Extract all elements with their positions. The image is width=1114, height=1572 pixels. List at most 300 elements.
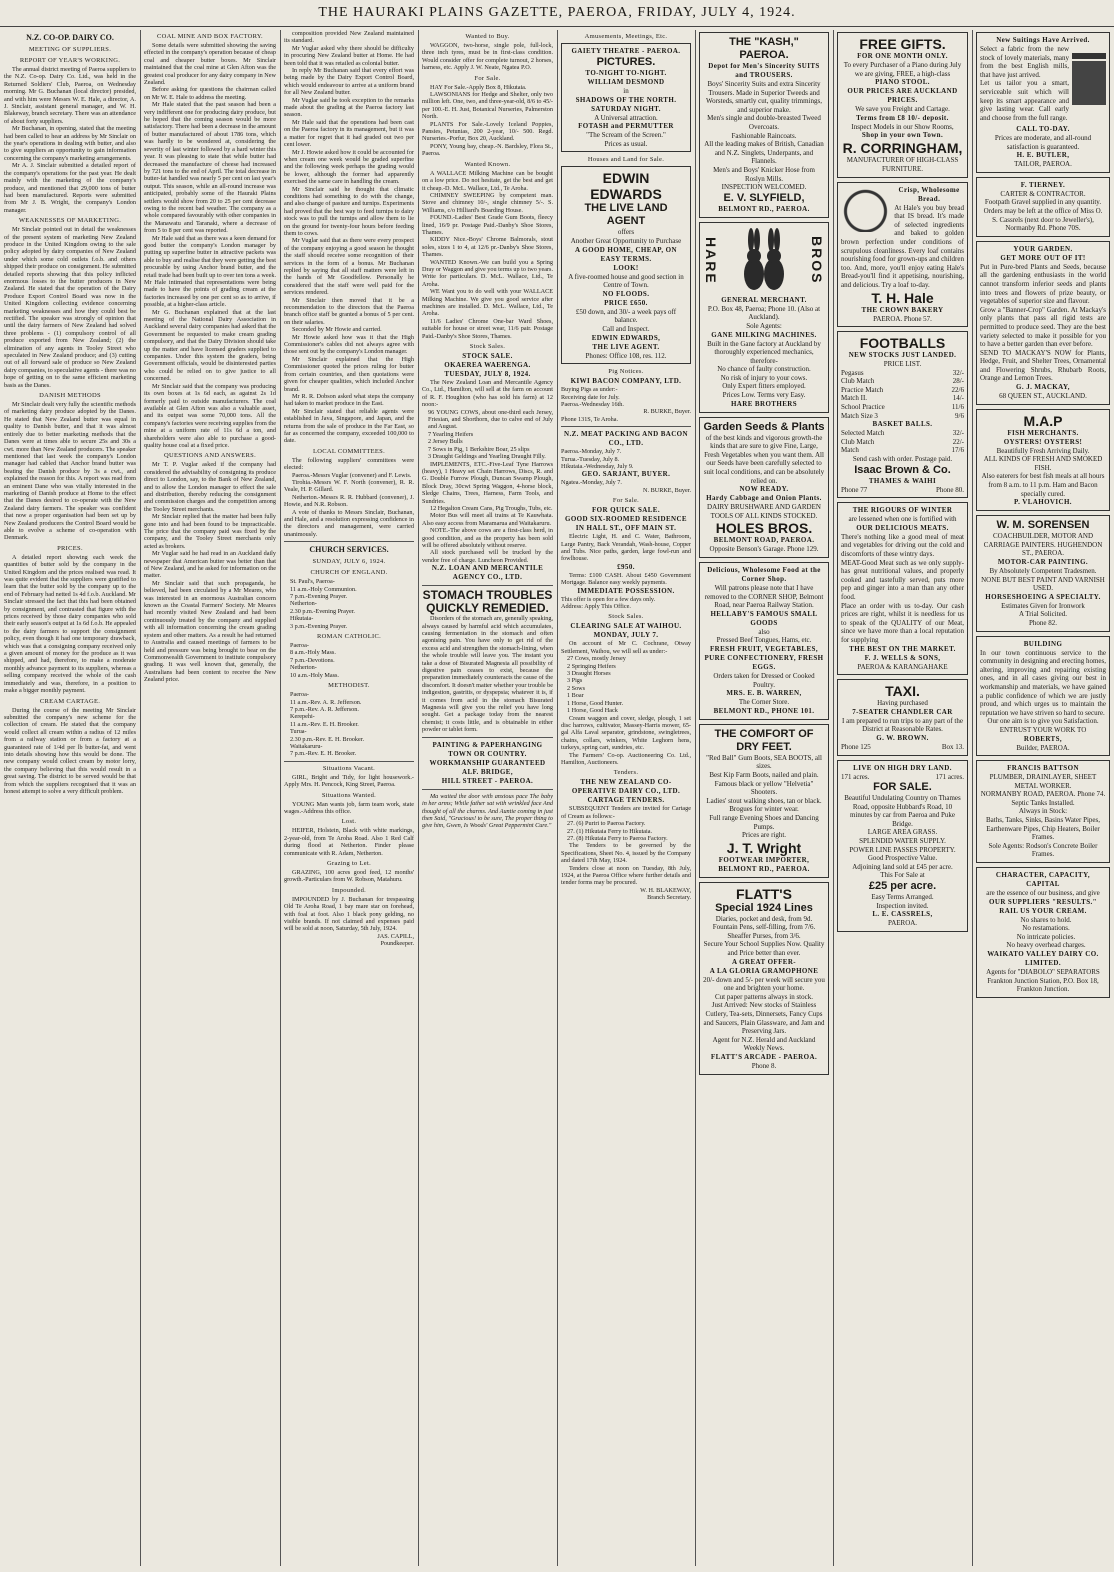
- ad-line: "The Scream of the Screen.": [586, 131, 666, 140]
- section-heading: CREAM CARTAGE.: [39, 697, 101, 705]
- paragraph: Mr R. R. Dobson asked what steps the company had taken to market produce in the East.: [284, 392, 414, 408]
- ad-line: SPLENDID WATER SUPPLY.: [859, 837, 946, 846]
- list-item: 2.30 p.m.-Evening Prayer.: [290, 607, 355, 615]
- ad-body: Place an order with us to-day. Our cash prices are right, whilst it is needless for us to speak of the QUALITY of our Meat, since we have more than a local reputation for supplying: [841, 601, 964, 644]
- ad-body: Cream waggon and cover, sledge, plough, 1 set disc harrows, cultivator, Massey-Harris mower, 65-gal Alfa Laval separator, grindstone, swingletrees, chains, collars, winkers, White Leghorn hens, turkeys, spring cart, sundries, etc.: [561, 714, 691, 752]
- paragraph: The New Zealand Loan and Mercantile Agency Co., Ltd., Hamilton, will sell at the farm on account of R. F. Houghton (who has sold his farm) at 12 noon:-: [422, 379, 553, 409]
- ad-line: Phone 8.: [751, 1062, 777, 1070]
- ad-line: FISH MERCHANTS.: [1007, 428, 1079, 437]
- ad-headline: Delicious, Wholesome Food at the Corner Shop.: [707, 566, 821, 583]
- price-row: [841, 386, 964, 395]
- ad-line: OUR SUPPLIERS "RESULTS.": [989, 897, 1097, 906]
- paragraph: Mr A. J. Sinclair submitted a detailed report of the company's operations for the past year. He dealt mainly with the marketing of the company's produce, and mentioned that 29,000 tons of butter had been manufactured. Reports were submitted from Mr J. B. Wright, the company's London manager.: [4, 162, 136, 214]
- ad-headline: KIWI BACON COMPANY, LTD.: [570, 377, 682, 386]
- butler-tailor-ad: [976, 32, 1110, 173]
- price-row: [841, 412, 964, 421]
- ad-line: Famous black or yellow "Helvetia" Shooters.: [714, 779, 814, 797]
- fish-merchant-ad: [976, 409, 1110, 512]
- classified-ad: GIRL, Bright and Tidy, for light housework.-Apply Mrs. H. Pencock, King Street, Paeroa.: [284, 773, 414, 789]
- ad-headline: HARE: [703, 236, 719, 285]
- ad-line: Phone 131S, Te Aroha.: [561, 415, 619, 423]
- price-row: [841, 403, 964, 412]
- ad-line: No chance of faulty construction.: [717, 365, 811, 374]
- ad-line: Shop in your own Town.: [861, 131, 944, 140]
- wells-butcher-ad: [837, 502, 968, 675]
- ad-headline: R. CORRINGHAM,: [842, 140, 963, 157]
- classified-heading: Tenders.: [613, 769, 639, 777]
- ad-line: Send cash with order. Postage paid.: [852, 455, 953, 464]
- ad-line: Inspect Models in our Show Rooms,: [851, 122, 954, 131]
- section-heading: CHURCH SERVICES.: [309, 545, 389, 555]
- phone-number: Phone 80.: [936, 485, 964, 494]
- ad-line: WAIKATO VALLEY DAIRY CO. LIMITED.: [987, 950, 1099, 967]
- ad-headline: W. M. SORENSEN: [996, 519, 1090, 532]
- list-item: 2 Sows: [567, 684, 586, 692]
- ad-line: MOTOR-CAR PAINTING.: [997, 558, 1089, 566]
- ad-line: Only Expert fitters employed.: [722, 382, 806, 391]
- ad-body: Put in Pure-bred Plants and Seeds, because all the gardening enthusiasts in the world cannot transform inferior seeds and plants into trees and flowers of prize beauty, or vegetables of superior size and flavour.: [980, 262, 1106, 306]
- ad-headline: THE NEW ZEALAND CO-OPERATIVE DAIRY CO., LTD.: [571, 778, 681, 796]
- item-price: 32/-: [952, 368, 964, 377]
- ad-body: Select a fabric from the new stock of lovely materials, many from the best English mills, that have just arrived.: [980, 45, 1069, 79]
- ad-line: N. BURKE, Buyer.: [643, 486, 691, 494]
- article-subheading: MEETING OF SUPPLIERS.: [28, 46, 112, 53]
- ad-line: PRICE LIST.: [883, 360, 922, 369]
- ad-line: Agents for "DIABOLO" SEPARATORS: [986, 968, 1100, 976]
- ad-line: Beautiful Undulating Country on Thames Road, opposite Hubbard's Road, 10 minutes by car from Paeroa and Puke Bridge.: [844, 794, 961, 828]
- item-name: Practice Match: [841, 385, 884, 394]
- ad-line: MONDAY, JULY 7.: [593, 631, 659, 640]
- ad-body: Grow a "Banner-Crop" Garden. At Mackay's only plants that pass all rigid tests are permitted to produce seed. They are the best variety selected to make it possible for you to have a better garden than ever before.: [980, 305, 1106, 349]
- ad-line: P. VLAHOVICH.: [1014, 498, 1072, 507]
- list-item: Netherton-: [290, 664, 317, 672]
- classified-heading: Amusements, Meetings, Etc.: [584, 33, 668, 40]
- ad-line: Paeroa.-Wednesday 16th.: [561, 400, 624, 408]
- paragraph: NOTE.-The above cows are a first-class herd, in good condition, and as the property has been sold will be offered absolutely without reserve.: [422, 527, 553, 549]
- service-list: [284, 578, 414, 630]
- ad-headline: TAXI.: [885, 683, 920, 700]
- sale-place: OKAEREA WAERENGA.: [444, 361, 531, 370]
- paragraph: Seconded by Mr Howie and carried.: [292, 326, 382, 334]
- classified-ad: IMPOUNDED by J. Buchanan for trespassing Old Te Aroha Road, 1 bay mare star on forehead, with foal at foot. Also 1 black pony gelding, no visible brands. If not claimed and expenses paid will be sold at noon, Saturday, 5th July, 1924.: [284, 895, 414, 933]
- ad-line: NONE BUT BEST PAINT AND VARNISH USED.: [981, 575, 1105, 593]
- ad-line: Prices Low. Terms very Easy.: [722, 391, 806, 400]
- item-name: Club Match: [841, 437, 875, 446]
- column-rule: [695, 30, 696, 1566]
- item-price: 22/6: [951, 385, 964, 394]
- ad-line: E. V. SLYFIELD,: [723, 191, 805, 204]
- list-item: 1 Boar: [567, 692, 584, 700]
- ad-line: Turua.-Tuesday, July 8.: [561, 455, 620, 463]
- paragraph: Mr J. Howie asked how it could be accounted for when cream one week would be graded superfine and the following week perhaps the grading would be lower, although the former had apparently exercised the same care in handling the cream.: [284, 148, 414, 186]
- service-list: [284, 642, 414, 679]
- ad-line: CARTAGE TENDERS.: [587, 796, 665, 805]
- ad-line: We save you Freight and Cartage.: [855, 105, 950, 114]
- ad-body: The Tenders to be governed by the Specifications, Sheet No. 4, issued by the Company and dated 17th May, 1924.: [561, 842, 691, 865]
- item-price: 22/-: [952, 437, 964, 446]
- column-2: [144, 30, 276, 1566]
- ad-line: BELMONT RD., PAEROA.: [718, 204, 810, 213]
- column-5: [561, 30, 691, 1566]
- ad-line: TAILOR, PAEROA.: [1014, 160, 1072, 169]
- classified-ad: A WALLACE Milking Machine can be bought on a low price. Do not hesitate, get the best and get it cheap.-D. McL. Wallace, Ltd., Te Aroha.: [422, 169, 553, 192]
- divider: [422, 737, 553, 738]
- classified-ad: WE Want you to do well with your WALLACE Milking Machine. We give you good service after machines are installed. D. McL. Wallace, Ltd., Te Aroha.: [422, 288, 553, 318]
- ad-line: A GOOD HOME, CHEAP, ON EASY TERMS.: [575, 245, 677, 263]
- list-item: 7 Sows in Pig, 1 Berkshire Boar, 25 slips: [428, 445, 530, 453]
- ad-line: No risk of injury to your cows.: [720, 373, 808, 382]
- ad-line: "Red Ball" Gum Boots, SEA BOOTS, all sizes.: [706, 753, 822, 771]
- denomination-heading: CHURCH OF ENGLAND.: [310, 569, 388, 577]
- item-price: 32/-: [952, 429, 964, 438]
- classified-heading: For Sale.: [612, 497, 640, 505]
- section-heading: COAL MINE AND BOX FACTORY.: [157, 33, 263, 40]
- ad-line: ROBERTS,: [1023, 734, 1063, 743]
- article-heading: N.Z. CO-OP. DAIRY CO.: [26, 33, 114, 42]
- ad-line: NORMANBY ROAD, PAEROA. Phone 74.: [980, 790, 1106, 799]
- ad-line: MANUFACTURER OF HIGH-CLASS FURNITURE.: [846, 156, 959, 173]
- ad-body: Electric Light, H. and C. Water, Bathroom, Large Pantry, Back Verandah, Wash-house, Copper and Tubs. Nice paths, garden, large fowl-run and fowlhouse.: [561, 533, 691, 563]
- ad-line: SHADOWS OF THE NORTH.: [575, 95, 677, 104]
- item-name: Selected Match: [841, 429, 885, 438]
- theatre-name: GAIETY THEATRE - PAEROA.: [571, 47, 681, 55]
- masthead: THE HAURAKI PLAINS GAZETTE, PAEROA, FRIDAY, JULY 4, 1924.: [0, 0, 1114, 27]
- ad-subheading: WORKMANSHIP GUARANTEED: [429, 758, 546, 767]
- stock-list: [561, 655, 691, 714]
- item-name: Match: [841, 446, 859, 455]
- section-heading: DANISH METHODS: [39, 392, 101, 400]
- sorensen-ad: [976, 515, 1110, 631]
- mackay-garden-ad: [976, 241, 1110, 405]
- ad-line: A five-roomed house and good section in Centre of Town.: [568, 272, 684, 290]
- list-item: 2 Springing Heifers: [567, 662, 616, 670]
- column-1: [4, 30, 136, 1566]
- ad-line: MRS. E. B. WARREN,: [726, 689, 802, 698]
- ad-line: THE CROWN BAKERY: [861, 305, 944, 314]
- ad-line: Fashionable Raincoats.: [731, 131, 797, 140]
- classified-ad: CHIMNEY SWEEPING by competent man. Stove and chimney 10/-, single chimney 5/-. S. Williams, c/o Hilliard's Boarding House.: [422, 191, 553, 214]
- ad-line: I am prepared to run trips to any part of the District at Reasonable Rates.: [842, 716, 963, 734]
- ad-line: Orders may be left at the office of Miss O. S. Cassrels (next door to Jeweller's), Normanby Rd. Phone 70S.: [983, 206, 1103, 233]
- denomination-heading: ROMAN CATHOLIC.: [316, 633, 382, 641]
- denomination-heading: METHODIST.: [328, 682, 370, 690]
- ad-line: THE BEST ON THE MARKET.: [849, 644, 956, 653]
- ad-subheading: FOR ONE MONTH ONLY.: [857, 52, 948, 60]
- phone-number: Phone 77: [841, 485, 868, 494]
- ad-line: RAIL US YOUR CREAM.: [999, 906, 1087, 915]
- ad-line: of the best kinds and vigorous growth-the kinds that are sure to give Fine, Large, Fresh Vegetables when you want them. All our Seeds have been carefully selected to suit local conditions, and can be absolutely relied on.: [703, 433, 825, 485]
- ad-line: PRICE £650.: [604, 298, 648, 307]
- ad-line: OYSTERS! OYSTERS!: [1003, 437, 1083, 446]
- list-item: 7 p.m.-Devotions.: [290, 656, 335, 664]
- ad-line: FRESH FRUIT, VEGETABLES, PURE CONFECTIONERY, FRESH EGGS.: [704, 644, 824, 671]
- acreage: 171 acres.: [841, 772, 870, 781]
- item-price: 11/6: [951, 403, 964, 412]
- ad-line: GOOD SIX-ROOMED RESIDENCE: [564, 515, 687, 524]
- paragraph: In reply Mr Buchanan said that every effort was being made by the Dairy Export Control Board, which would endeavour to arrive at a uniform brand for all New Zealand butter.: [284, 67, 414, 97]
- section-heading: REPORT OF YEAR'S WORKING.: [19, 57, 121, 64]
- ad-line: BELMONT ROAD, PAEROA.: [713, 536, 815, 545]
- ad-subheading: NEW STOCKS JUST LANDED.: [848, 351, 957, 360]
- ad-headline: CLEARING SALE AT WAIHOU.: [570, 622, 682, 631]
- auctioneer-name: N.Z. LOAN AND MERCANTILE AGENCY CO., LTD.: [431, 564, 544, 582]
- ad-line: £50 down, and 30/- a week pays off balance.: [575, 307, 677, 325]
- classified-heading: Stock Sales.: [608, 613, 644, 621]
- land-agent-ad: [561, 166, 691, 364]
- ad-headline: PAINTING & PAPERHANGING: [432, 740, 543, 749]
- section-heading: WEAKNESSES OF MARKETING.: [18, 217, 122, 225]
- ad-body: Terms: £100 CASH. About £450 Government Mortgage. Balance easy weekly payments.: [561, 571, 691, 587]
- paragraph: Mr Sinclair then moved that it be a recommendation to the directors that the Paeroa branch office staff be granted a bonus of 5 per cent. on their salaries.: [284, 296, 414, 326]
- list-item: 27 Cows, mostly Jersey: [567, 655, 626, 663]
- ad-line: LOOK!: [613, 263, 639, 272]
- ad-headline: M.A.P: [1023, 412, 1063, 429]
- ad-body: MEAT-Good Meat such as we only supply-has great nutritional values, and properly cooked and tastefully served, puts more pep and ginger into a man than any other food.: [841, 558, 964, 601]
- list-item: 11 a.m.-Rev. E. H. Brooker.: [290, 720, 359, 728]
- ad-line: PAEROA.: [887, 919, 918, 928]
- signature-title: Poundkeeper.: [380, 940, 414, 948]
- column-rule: [972, 30, 973, 1566]
- paragraph: Mr Sinclair said that such propaganda, he believed, had been circulated by a Mr Meares, who was interested in an enormous Australian concern known as the Coastal Farmers' Society. Mr Meares had recently visited New Zealand and had been continuously treated by the company and supplied with all information concerning the cream grading system and other matters. As a result he had returned to Australia and caused meetings of farmers to be held and pressure was being brought to bear on the Commonwealth Government to institute compulsory grading. It was well known that, generally, the Australians had been content to receive the New Zealand price.: [144, 579, 276, 684]
- ad-body: The Farmers' Co-op. Auctioneering Co. Ltd., Hamilton, Auctioneers.: [561, 751, 691, 766]
- ad-line: Call and Inspect.: [602, 324, 650, 333]
- ad-line: Brogues for winter wear.: [729, 805, 799, 814]
- ad-line: OUR PRICES ARE AUCKLAND PRICES.: [847, 87, 958, 105]
- waikato-dairy-ad: [976, 867, 1110, 998]
- ad-line: Men's single and double-breasted Tweed Overcoats.: [707, 114, 821, 131]
- kash-ad: [699, 32, 829, 218]
- ad-line: WILLIAM DESMOND: [587, 78, 665, 86]
- ad-line: Sheaffer Purses, from 3/6.: [727, 931, 801, 940]
- paragraph: Mr Hale said that as there was a keen demand for good butter the company's London manager by putting up superfine butter in attractive packets was able to buy and realise that they were getting the best procurable by using Anchor brand butter, and the retail trade had been built up to over ten tons a week. Mr Hale intimated that representations were being made to have the points of grading cream at the factories increased by one per cent so as to arrive, if possible, at a higher-class article.: [144, 234, 276, 309]
- column-rule: [557, 30, 558, 1566]
- ad-line: Our one aim is to give you Satisfaction.: [987, 717, 1099, 726]
- classified-ad: PONY, Young bay, cheap.-N. Bardsley, Flora St., Paeroa.: [422, 142, 553, 158]
- classified-heading: Situations Vacant.: [322, 764, 376, 772]
- list-item: No intricate policies.: [1016, 932, 1076, 941]
- ad-body: There's nothing like a good meal of meat and vegetables for driving out the cold and discomforts of these wintry days.: [841, 532, 964, 558]
- ad-line: IN HALL ST., OFF MAIN ST.: [575, 524, 677, 533]
- ad-line: Phones: Office 108, res. 112.: [585, 351, 667, 360]
- ad-line: HORSESHOEING A SPECIALTY.: [985, 592, 1101, 601]
- list-item: 3 Draught Geldings and Yearling Draught Filly.: [428, 453, 546, 461]
- list-item: 11 a.m.-Rev. A. R. Jefferson.: [290, 698, 362, 706]
- ad-headline: PICTURES.: [596, 56, 656, 68]
- list-item: 3 Draught Horses: [567, 670, 611, 678]
- ad-line: Beautifully Fresh Arriving Daily.: [996, 446, 1090, 455]
- ad-line: Address: Apply This Office.: [561, 603, 631, 611]
- list-item: 27. (6) Puriri to Paeroa Factory.: [567, 820, 646, 828]
- ad-line: Easy Terms Arranged.: [871, 893, 934, 902]
- ad-line: Prices as usual.: [604, 139, 648, 148]
- ad-line: Good Prospective Value.: [867, 854, 938, 863]
- ad-line: Baths, Tanks, Sinks, Basins Water Pipes, Earthenware Pipes, Chip Heaters, Boiler Frames.: [986, 816, 1100, 842]
- ad-line: G. W. BROWN.: [876, 733, 929, 742]
- price-row: [841, 377, 964, 386]
- ad-line: Full range Evening Shoes and Dancing Pumps.: [709, 813, 819, 831]
- phone-row: [841, 486, 964, 495]
- ad-line: Just Arrived: New stocks of Stainless Cutlery, Tea-sets, Dinnersets, Fancy Cups and Saucers, Plain Glassware, and Jam and Preserving Jars.: [703, 1001, 825, 1036]
- ad-body: At Hale's you buy bread that IS bread. It's made of selected ingredients and baked to golden brown perfection under conditions of scrupulous cleanliness. Every loaf contains nourishing food for grown-ups and children too. And, more, you'll enjoy eating Hale's Bread-you'll find it appetising, nourishing, and delicious. Try a loaf to-day.: [841, 203, 964, 289]
- ad-line: Frankton Junction Station, P.O. Box 18, Frankton Junction.: [987, 976, 1099, 994]
- hale-bakery-ad: [837, 182, 968, 328]
- ad-line: All the leading makes of British, Canadian and N.Z. Singlets, Underpants, and Flannels.: [704, 140, 824, 166]
- signature: W. H. BLAKEWAY,: [640, 886, 691, 894]
- list-item: 7 p.m.-Rev. A. R. Jefferson.: [290, 705, 359, 713]
- basketball-price-list: [841, 429, 964, 455]
- list-item: St. Paul's, Paeroa-: [290, 578, 335, 586]
- item-name: Club Match: [841, 377, 875, 386]
- ad-line: are the essence of our business, and give: [986, 889, 1100, 898]
- list-item: 10 a.m.-Holy Mass.: [290, 671, 339, 679]
- ad-line: PIANO STOOL.: [875, 78, 930, 87]
- ad-headline: Crisp, Wholesome Bread.: [898, 185, 960, 203]
- ad-headline: QUICKLY REMEDIED.: [426, 601, 549, 616]
- paragraph: Mr T. P. Vuglar asked if the company had considered the advisability of consigning its produce direct to London, say, to the Bank of New Zealand, and to allow the London manager to effect the sale and distribution, thereby reducing the consignment and commission charges and the competition among the Tooley Street merchants.: [144, 461, 276, 513]
- ad-line: Ladies' stout walking shoes, tan or black.: [706, 796, 822, 805]
- hare-logo-row: [703, 226, 825, 296]
- ad-headline: CHARACTER, CAPACITY, CAPITAL: [995, 871, 1091, 889]
- theatre-ad: [561, 43, 691, 152]
- item-name: School Practice: [841, 403, 885, 412]
- ad-line: Prices are moderate, and all-round satisfaction is guaranteed.: [994, 134, 1092, 151]
- paragraph: Mr Sinclair said he thought that climatic conditions had something to do with the change, and also change of pasture and turnips. Experiments had proved that the best way to feed turnips to dairy stock was to pull the turnips and allow them to lie on the ground for twenty-four hours before feeding them to cows.: [284, 185, 414, 237]
- ad-line: FOOTWEAR IMPORTER, BELMONT RD., PAEROA.: [718, 855, 810, 873]
- classified-heading: Wanted to Buy.: [465, 33, 510, 40]
- item-name: Match Size 3: [841, 411, 878, 420]
- paragraph: Paeroa.-Messrs Vuglar (convener) and F. Lewis.: [292, 471, 412, 479]
- ad-line: 7-SEATER CHANDLER CAR: [852, 707, 953, 716]
- hares-icon: [736, 226, 792, 296]
- ad-headline: N.Z. MEAT PACKING AND BACON CO., LTD.: [564, 430, 688, 448]
- ad-line: PAEROA & KARANGAHAKE: [857, 662, 948, 671]
- corringham-ad: [837, 32, 968, 178]
- classified-heading: Pig Notices.: [608, 368, 644, 376]
- section-heading: QUESTIONS AND ANSWERS.: [163, 452, 256, 460]
- ad-line: Will patrons please note that I have removed to the CORNER SHOP, Belmont Road, near Paeroa Railway Station.: [704, 584, 824, 610]
- ad-headline: LIVE ON HIGH DRY LAND.: [853, 763, 952, 772]
- column-6: [699, 30, 829, 1566]
- ad-line: Built in the Gane factory at Auckland by thoroughly experienced mechanics, therefore-: [707, 339, 821, 365]
- ad-line: Hardy Cabbage and Onion Plants.: [706, 494, 822, 503]
- date-line: SUNDAY, JULY 6, 1924.: [312, 558, 386, 566]
- paragraph: Mr Vuglar asked why there should be difficulty in procuring New Zealand butter at Home. He had been told that it was retailed as colonial butter.: [284, 44, 414, 67]
- section-heading: LOCAL COMMITTEES.: [312, 447, 386, 455]
- ad-line: are lessened when one is fortified with: [848, 515, 957, 524]
- paragraph: Mr G. Buchanan explained that at the last meeting of the National Dairy Association in Auckland several dairy companies had asked that the Government be requested to make cream grading compulsory, and that the Dairy Division should take up the matter and have licensed graders supplied to companies. Under this system the graders, being Government officials, would be disinterested parties who could be relied on to give justice to all concerned.: [144, 308, 276, 383]
- paragraph: Mr Howie asked how was it that the High Commissioner's cables did not always agree with those sent out by the company's London manager.: [284, 333, 414, 356]
- column-3: [284, 30, 414, 1566]
- ad-line: Builder, PAEROA.: [1016, 743, 1070, 752]
- ad-line: Boys' Sincerity Suits and extra Sincerity Trousers. Made in Superior Tweeds and Worsteds, smartly cut, quality trimmings, and superior make.: [706, 80, 822, 114]
- list-item: 7 Yearling Heifers: [428, 430, 474, 438]
- corner-store-ad: [699, 562, 829, 720]
- ad-line: Pressed Beef Tongues, Hams, etc.: [716, 636, 812, 645]
- verse: Ma waited the door with anxious pace The baby in her arms; While father sat with wrinkled face And thought of all the charms. And Auntie coming in just then Said, "Gracious! to be sure, The proper thing to give him, Gwen, Is Woods' Great Peppermint Cure.": [422, 792, 553, 830]
- ad-line: EDWIN EDWARDS,: [591, 333, 661, 342]
- ad-body: In our town continuous service to the community in designing and erecting homes, altering, improving and repairing existing ones, and in all cases giving our best in workmanship and materials, we have gained a public confidence of which we are justly proud, and which urges us to maintain the reputation we have striven so hard to secure.: [980, 648, 1106, 717]
- section-heading: PRICES.: [57, 544, 83, 552]
- ad-headline: Garden Seeds & Plants: [703, 420, 825, 433]
- list-item: Paeroa-: [290, 691, 309, 699]
- ad-line: Ngatea.-Monday, July 7.: [561, 479, 622, 487]
- price-row: [841, 446, 964, 455]
- ad-line: THAMES & WAIHI: [868, 476, 937, 485]
- acreage-row: [841, 773, 964, 782]
- column-8: [976, 30, 1110, 1566]
- ad-subheading: Depot for Men's Sincerity SUITS and TROUSERS.: [708, 62, 820, 79]
- ad-line: NOW READY.: [739, 485, 789, 494]
- list-item: Turua-: [290, 728, 307, 736]
- ad-body: SEND TO MACKAY'S NOW for Plants, Hedge, Fruit, and Shelter Trees, Ornamental and Flowering Shrubs, Rhubarb Roots, Orange and Lemon Trees.: [980, 348, 1106, 383]
- item-price: 14/-: [952, 394, 964, 403]
- ad-line: Hikutaia.-Wednesday, July 9.: [561, 462, 634, 470]
- holes-bros-ad: [699, 417, 829, 558]
- ad-headline: EDWIN EDWARDS: [590, 170, 662, 203]
- ad-line: BELMONT RD., PHONE 101.: [713, 706, 815, 715]
- classified-ad: GRAZING, 100 acres good feed, 12 months' growth.-Particulars from W. Robson, Matahuru.: [284, 869, 414, 884]
- ad-subheading: TOWN OR COUNTRY.: [448, 749, 527, 758]
- tierney-ad: [976, 177, 1110, 237]
- paragraph: Mr Sinclair replied that the matter had been fully gone into and had been found to be impracticable. The price that the company paid was fixed by the company, and the Tooley Street merchants only acted as brokers.: [144, 513, 276, 550]
- column-rule: [833, 30, 834, 1566]
- list-item: 11 a.m.-Holy Communion.: [290, 585, 357, 593]
- column-rule: [140, 30, 141, 1566]
- ad-headline: FRANCIS BATTSON: [1007, 764, 1079, 773]
- ad-line: Phone 82.: [1029, 618, 1057, 627]
- ad-headline: T. H. Hale: [871, 289, 934, 306]
- paragraph: Mr Sinclair stated that reliable agents were established in Java, Singapore, and Japan, and the returns from the sale of produce in the Far East, so far as concerned the company, exceeded 100,000 to date.: [284, 407, 414, 445]
- classified-ad: WAGGON, two-horse, single pole, full-lock, three inch tyres, must be in first-class condition. Would consider offer for complete turnout, 2 horses, harness, etc. Apply J. W. Neate, Ngatea P.O.: [422, 42, 553, 72]
- phone-number: Phone 125: [841, 742, 871, 751]
- ad-line: IMMEDIATE POSSESSION.: [577, 586, 675, 595]
- paragraph: composition provided New Zealand maintained its standard.: [284, 30, 414, 45]
- item-name: Pegasus: [841, 368, 864, 377]
- ad-line: L. E. CASSRELS,: [872, 910, 933, 919]
- ad-line: CALL TO-DAY.: [1016, 125, 1070, 133]
- sale-date: TUESDAY, JULY 8, 1924.: [444, 370, 531, 379]
- ad-line: This For Sale at: [880, 871, 925, 880]
- paragraph: Mr Hale stated that the past season had been a very indifferent one for producing dairy produce, but he hoped that the coming season would be more satisfactory. There had been a decrease in the amount of butter manufactured of about 1786 tons, which was hardly to be wondered at, considering the severity of last winter followed by a hard winter this year. It was pleasing to state that while butter had decreased the manufacture of cheese had increased by 721 tons to the end of April. The total decrease in butter-fat handled was nearly 5 per cent on last year's output. This season, while an all-round increase was anticipated, probably some of the Hauraki Plains settlers would show from 20 to 25 per cent decrease owing to the recent bad weather. The company as a whole compared favourably with other companies in the Manawatu and Taranaki, where a decrease of from 5 to 8 per cent was reported.: [144, 101, 276, 235]
- paragraph: Some details were submitted showing the saving effected in the company's operation because of cheap coal and cheaper butter boxes. Mr Sinclair maintained that the coal mine at Glen Afton was the greatest coal producer for any dairy company in New Zealand.: [144, 42, 276, 87]
- ad-line: £950.: [617, 562, 635, 571]
- ad-line: Opposite Benson's Garage. Phone 129.: [709, 545, 819, 554]
- ad-line: Sole Agents:: [746, 321, 782, 330]
- ad-subheading: FOR SALE.: [873, 781, 932, 794]
- ad-line: DAIRY BRUSHWARE AND GARDEN TOOLS OF ALL KINDS STOCKED.: [707, 503, 821, 520]
- list-item: 7 p.m.-Evening Prayer.: [290, 593, 348, 601]
- paragraph: Mr Vuglar said he had read in an Auckland daily newspaper that American butter was better than that of New Zealand, and he asked for information on the matter.: [144, 550, 276, 580]
- ad-body: On account of Mr C. Cochrane, Otway Settlement, Waihou, we will sell as under:-: [561, 640, 691, 655]
- ad-line: TO-NIGHT TO-NIGHT.: [585, 69, 667, 77]
- gentleman-illustration-icon: [1072, 45, 1106, 123]
- classified-ad: LAWSONIANS for Hedge and Shelter, only two million left. One, two, and three-year-old, 8/6 to 45/- per 100.-E. H. Just, Botanical Nurseries, Palmerston North.: [422, 91, 553, 121]
- ad-subheading: GET MORE OUT OF IT!: [1000, 253, 1086, 262]
- ad-line: Another Great Opportunity to Purchase: [570, 236, 682, 245]
- ad-line: Inspection invited.: [876, 901, 929, 910]
- ad-headline: THE COMFORT OF DRY FEET.: [714, 727, 814, 753]
- ad-headline: STOMACH TROUBLES: [422, 588, 553, 603]
- ad-line: Best Kip Farm Boots, nailed and plain.: [709, 770, 819, 779]
- ad-subheading: THE LIVE LAND AGENT: [584, 202, 668, 228]
- ad-line: SATURDAY NIGHT.: [591, 104, 661, 113]
- list-item: Waitakaruru-: [290, 742, 323, 750]
- ad-line: Agent for N.Z. Herald and Auckland Weekly News.: [712, 1035, 816, 1053]
- classified-ad: FOUND.-Ladies' Best Grade Gum Boots, fleecy lined, 16/9 pr. Postage Paid.-Danby's Shoe Stores, Thames.: [422, 214, 553, 236]
- list-item: Netherton-: [290, 600, 317, 608]
- list-item: 1 Horse, Good Hack: [567, 707, 618, 715]
- classified-heading: Situations Wanted.: [321, 791, 377, 799]
